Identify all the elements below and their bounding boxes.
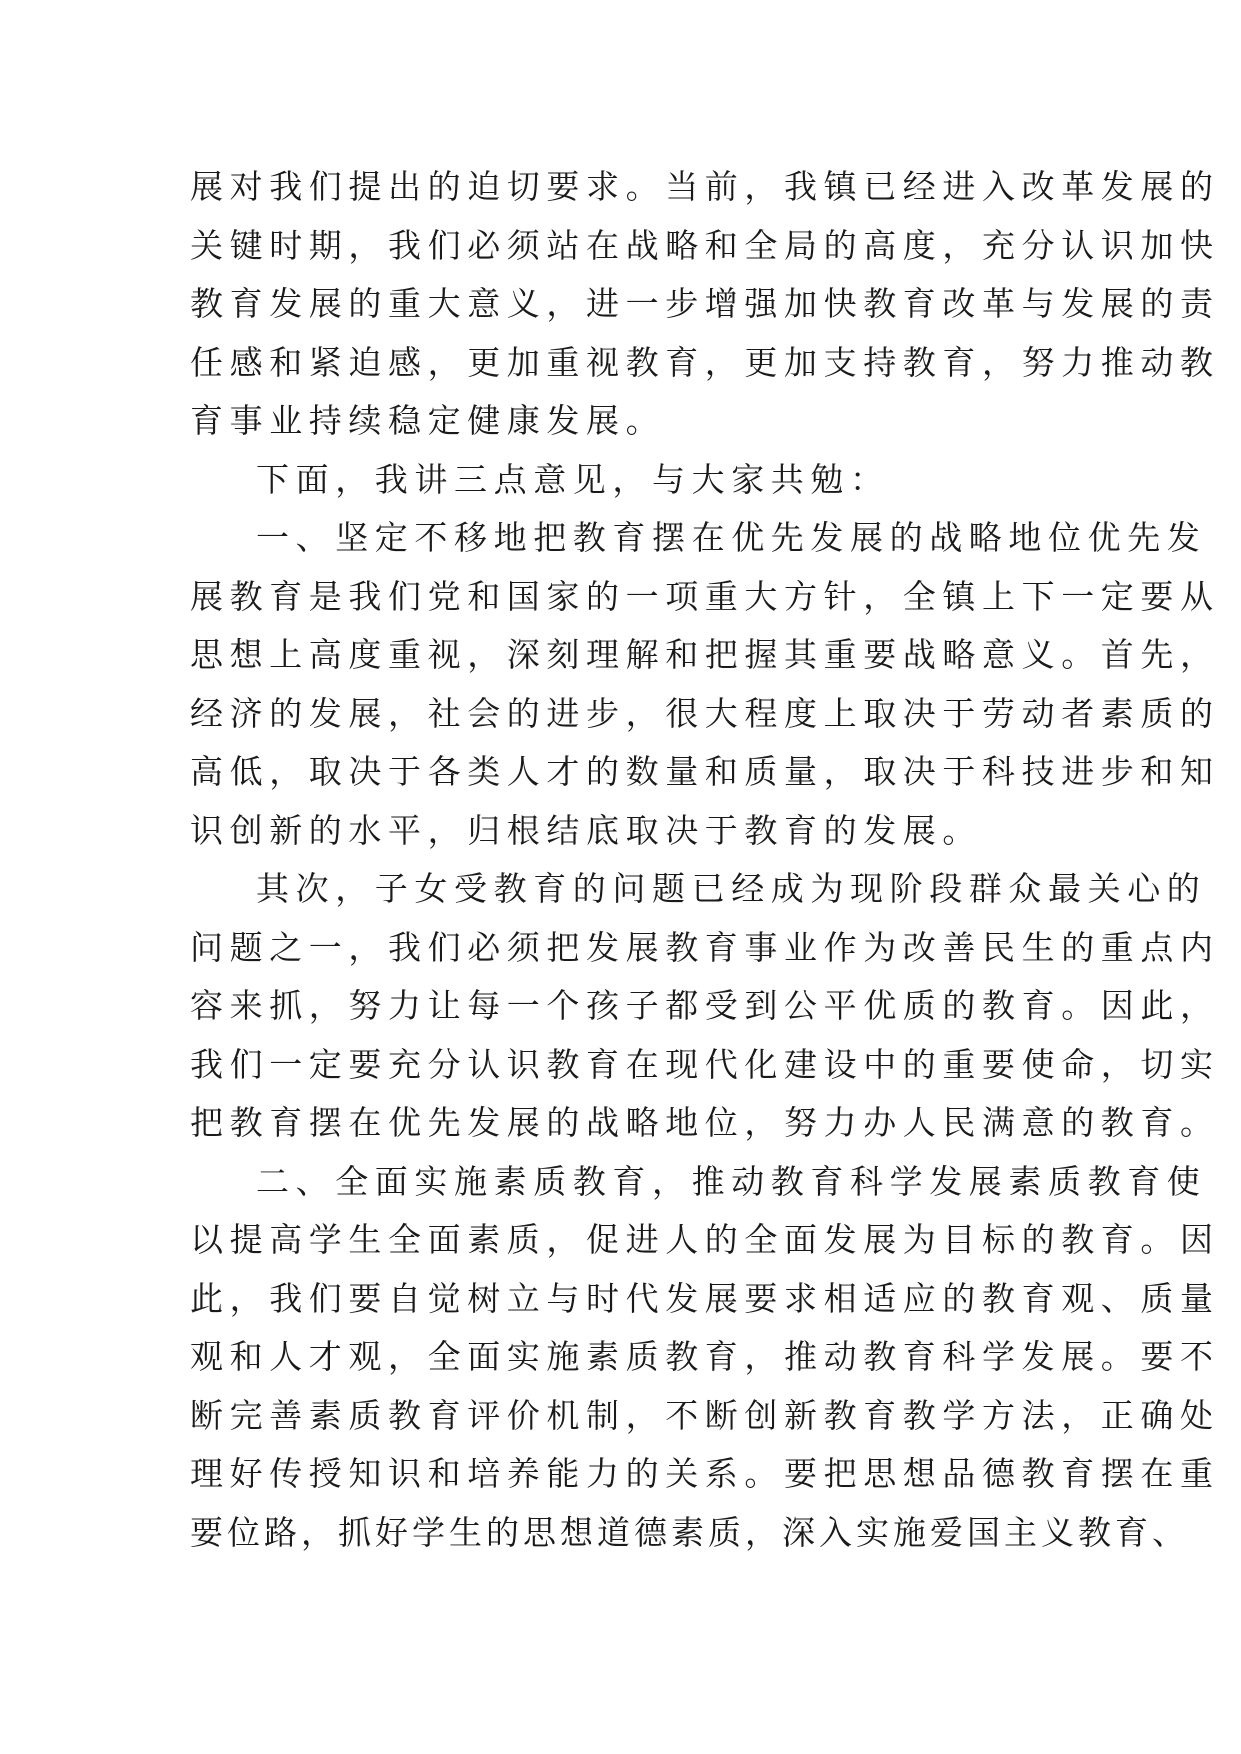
text-line: 思想上高度重视，深刻理解和把握其重要战略意义。首先， (190, 635, 1220, 674)
text-line: 理好传授知识和培养能力的关系。要把思想品德教育摆在重 (190, 1454, 1220, 1493)
document-body (190, 158, 1220, 1562)
text-line: 识创新的水平，归根结底取决于教育的发展。 (190, 810, 982, 850)
text-line: 我们一定要充分认识教育在现代化建设中的重要使命，切实 (190, 1044, 1220, 1084)
text-line: 其次，子女受教育的问题已经成为现阶段群众最关心的 (256, 869, 1207, 908)
text-line: 任感和紧迫感，更加重视教育，更加支持教育，努力推动教 (190, 342, 1220, 382)
text-line: 展对我们提出的迫切要求。当前，我镇已经进入改革发展的 (190, 167, 1220, 206)
text-line: 断完善素质教育评价机制，不断创新教育教学方法，正确处 (190, 1395, 1220, 1435)
text-line: 高低，取决于各类人才的数量和质量，取决于科技进步和知 (190, 752, 1220, 791)
text-line: 一、坚定不移地把教育摆在优先发展的战略地位优先发 (256, 518, 1207, 557)
text-line: 关键时期，我们必须站在战略和全局的高度，充分认识加快 (190, 225, 1220, 265)
text-line: 以提高学生全面素质，促进人的全面发展为目标的教育。因 (190, 1220, 1220, 1259)
text-line: 二、全面实施素质教育，推动教育科学发展素质教育使 (256, 1161, 1207, 1201)
text-line: 观和人才观，全面实施素质教育，推动教育科学发展。要不 (190, 1337, 1220, 1376)
text-line: 育事业持续稳定健康发展。 (190, 401, 666, 440)
text-line: 要位路，抓好学生的思想道德素质，深入实施爱国主义教育、 (190, 1512, 1189, 1552)
text-line: 展教育是我们党和国家的一项重大方针，全镇上下一定要从 (190, 576, 1220, 616)
text-line: 问题之一，我们必须把发展教育事业作为改善民生的重点内 (190, 927, 1220, 967)
text-line: 把教育摆在优先发展的战略地位，努力办人民满意的教育。 (190, 1103, 1220, 1142)
text-line: 此，我们要自觉树立与时代发展要求相适应的教育观、质量 (190, 1278, 1220, 1318)
text-line: 经济的发展，社会的进步，很大程度上取决于劳动者素质的 (190, 693, 1220, 733)
text-line: 下面，我讲三点意见，与大家共勉： (256, 459, 890, 499)
text-line: 教育发展的重大意义，进一步增强加快教育改革与发展的责 (190, 284, 1220, 323)
text-line: 容来抓，努力让每一个孩子都受到公平优质的教育。因此， (190, 986, 1220, 1025)
